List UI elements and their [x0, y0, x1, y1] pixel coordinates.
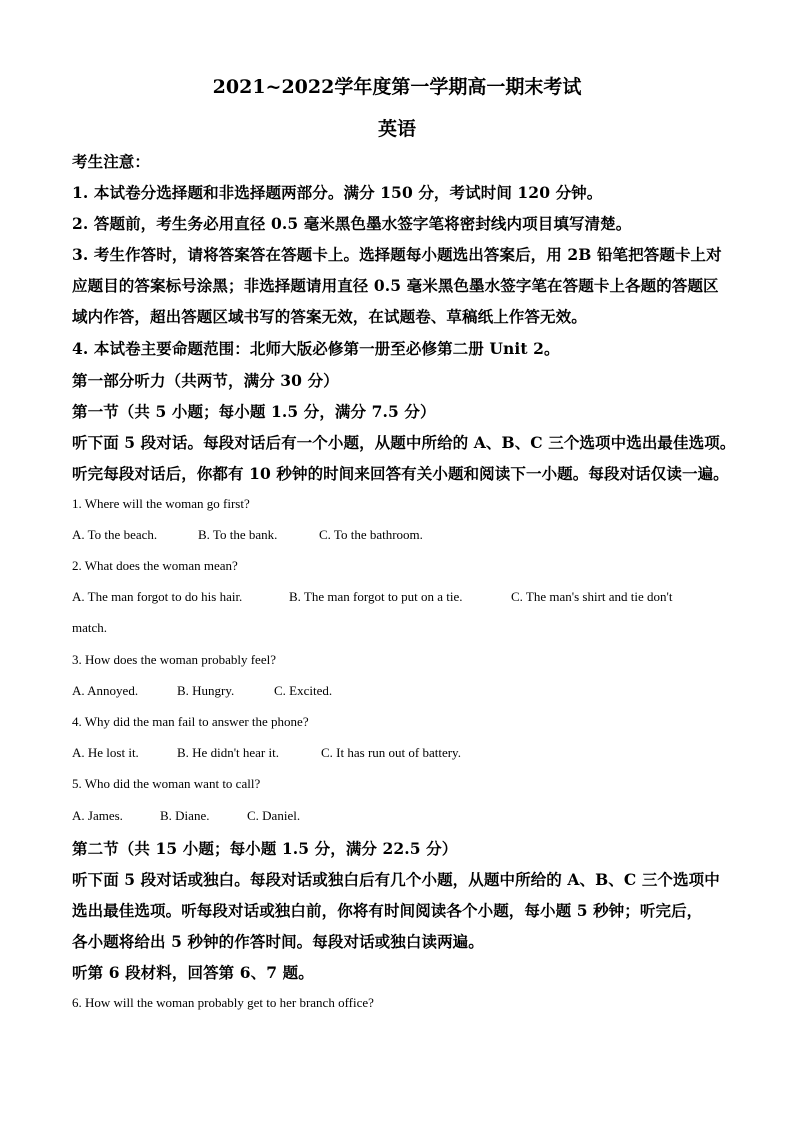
- section1-instruction-1: 听下面 5 段对话。每段对话后有一个小题，从题中所给的 A、B、C 三个选项中选出最佳选项。: [72, 433, 736, 452]
- question-2-stem: 2. What does the woman mean?: [72, 558, 238, 573]
- notice-heading: 考生注意：: [72, 152, 151, 171]
- question-3-option-a: A. Annoyed.: [72, 683, 139, 698]
- section1-instruction-2: 听完每段对话后，你都有 10 秒钟的时间来回答有关小题和阅读下一小题。每段对话仅读一遍。: [72, 464, 729, 483]
- question-6-stem: 6. How will the woman probably get to her branch office?: [72, 995, 374, 1010]
- section2-instruction-3: 各小题将给出 5 秒钟的作答时间。每段对话或独白读两遍。: [72, 932, 484, 951]
- section2-instruction-2: 选出最佳选项。听每段对话或独白前，你将有时间阅读各个小题，每小题 5 秒钟；听完后，: [72, 901, 703, 920]
- section2-heading: 第二节（共 15 小题；每小题 1.5 分，满分 22.5 分）: [72, 839, 458, 858]
- section2-instruction-1: 听下面 5 段对话或独白。每段对话或独白后有几个小题，从题中所给的 A、B、C 三个选项中: [72, 870, 720, 889]
- question-1-option-c: C. To the bathroom.: [319, 527, 423, 542]
- question-3-option-c: C. Excited.: [274, 683, 333, 698]
- question-4-option-b: B. He didn't hear it.: [177, 745, 279, 760]
- notice-line-1: 1. 本试卷分选择题和非选择题两部分。满分 150 分，考试时间 120 分钟。: [72, 183, 603, 202]
- notice-line-3: 3. 考生作答时，请将答案答在答题卡上。选择题每小题选出答案后，用 2B 铅笔把答题卡上对: [72, 245, 722, 264]
- question-4-option-c: C. It has run out of battery.: [321, 745, 461, 760]
- question-2-option-b: B. The man forgot to put on a tie.: [289, 589, 463, 604]
- question-1-stem: 1. Where will the woman go first?: [72, 496, 250, 511]
- part1-heading: 第一部分听力（共两节，满分 30 分）: [72, 371, 339, 390]
- question-5-option-a: A. James.: [72, 808, 123, 823]
- question-3-option-b: B. Hungry.: [177, 683, 235, 698]
- material-6-heading: 听第 6 段材料，回答第 6、7 题。: [72, 963, 314, 982]
- exam-title: 2021~2022学年度第一学期高一期末考试: [212, 76, 582, 98]
- subject-title: 英语: [377, 118, 416, 140]
- notice-line-4: 应题目的答案标号涂黑；非选择题请用直径 0.5 毫米黑色墨水签字笔在答题卡上各题的答题区: [72, 276, 719, 295]
- question-4-stem: 4. Why did the man fail to answer the phone?: [72, 714, 309, 729]
- question-5-option-b: B. Diane.: [160, 808, 210, 823]
- question-5-option-c: C. Daniel.: [247, 808, 301, 823]
- question-2-option-a: A. The man forgot to do his hair.: [72, 589, 243, 604]
- question-2-option-c-continued: match.: [72, 620, 108, 635]
- question-2-option-c: C. The man's shirt and tie don't: [511, 589, 673, 604]
- notice-line-2: 2. 答题前，考生务必用直径 0.5 毫米黑色墨水签字笔将密封线内项目填写清楚。: [72, 214, 632, 233]
- section1-heading: 第一节（共 5 小题；每小题 1.5 分，满分 7.5 分）: [72, 402, 436, 421]
- question-1-option-a: A. To the beach.: [72, 527, 158, 542]
- notice-line-5: 域内作答，超出答题区域书写的答案无效，在试题卷、草稿纸上作答无效。: [72, 307, 587, 326]
- question-5-stem: 5. Who did the woman want to call?: [72, 776, 261, 791]
- question-1-option-b: B. To the bank.: [198, 527, 278, 542]
- question-4-option-a: A. He lost it.: [72, 745, 139, 760]
- question-3-stem: 3. How does the woman probably feel?: [72, 652, 276, 667]
- notice-line-6: 4. 本试卷主要命题范围：北师大版必修第一册至必修第二册 Unit 2。: [72, 339, 560, 358]
